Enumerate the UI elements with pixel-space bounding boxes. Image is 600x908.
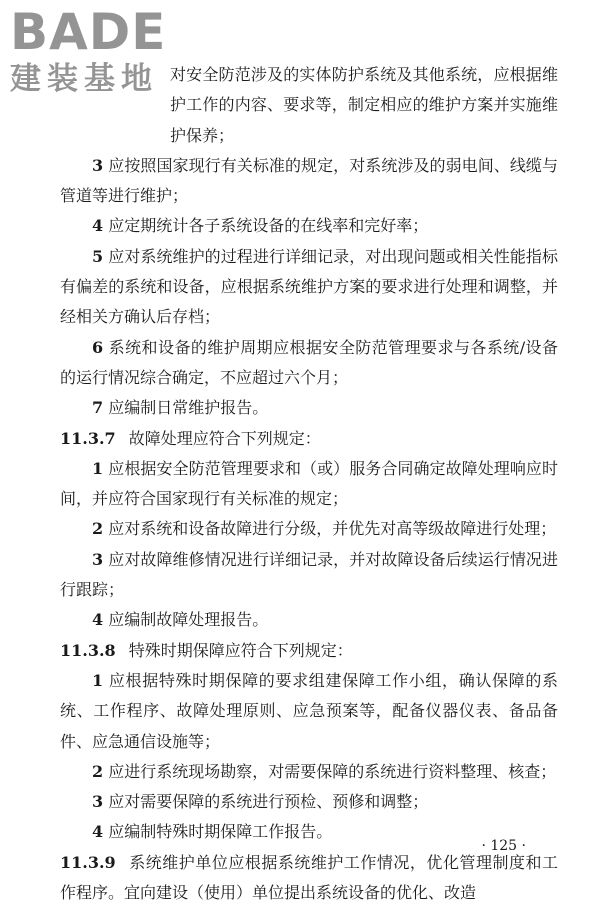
clause-heading <box>60 636 558 666</box>
item-number: 5 <box>92 246 104 266</box>
page-number: · 125 · <box>481 838 526 854</box>
list-item <box>60 605 558 635</box>
item-text: 应编制日常维护报告。 <box>108 398 269 418</box>
item-number: 3 <box>92 549 104 569</box>
item-number: 6 <box>92 337 104 357</box>
clause-text: 特殊时期保障应符合下列规定： <box>128 640 353 660</box>
list-item <box>60 514 558 544</box>
item-text: 应编制特殊时期保障工作报告。 <box>108 822 333 842</box>
item-number: 7 <box>92 398 104 418</box>
list-item <box>60 393 558 423</box>
item-number: 4 <box>92 216 104 236</box>
item-text: 系统和设备的维护周期应根据安全防范管理要求与各系统/设备的运行情况综合确定，不应超过六个月； <box>60 337 558 387</box>
item-text: 应根据安全防范管理要求和（或）服务合同确定故障处理响应时间，并应符合国家现行有关标准的规定； <box>60 458 558 509</box>
item-number: 2 <box>92 761 104 781</box>
list-item <box>60 242 558 333</box>
item-number: 4 <box>92 610 104 630</box>
document-body <box>60 60 558 908</box>
list-item <box>60 757 558 787</box>
list-item <box>60 787 558 817</box>
item-text: 应对需要保障的系统进行预检、预修和调整； <box>108 792 429 812</box>
list-item <box>60 151 558 212</box>
list-item <box>60 454 558 515</box>
list-item <box>60 545 558 606</box>
item-number: 1 <box>92 458 104 478</box>
list-item <box>60 666 558 757</box>
clause-text: 故障处理应符合下列规定： <box>128 428 321 448</box>
watermark-brand: BADE <box>10 3 167 61</box>
item-text: 应对系统和设备故障进行分级，并优先对高等级故障进行处理； <box>108 519 557 539</box>
paragraph-text: 对安全防范涉及的实体防护系统及其他系统，应根据维护工作的内容、要求等，制定相应的维护方案并实施维护保养； <box>170 65 558 145</box>
item-number: 2 <box>92 519 104 539</box>
item-text: 应进行系统现场勘察，对需要保障的系统进行资料整理、核查； <box>108 761 557 781</box>
clause-text: 系统维护单位应根据系统维护工作情况，优化管理制度和工作程序。宜向建设（使用）单位提出系统设备的优化、改造 <box>60 852 558 903</box>
item-number: 3 <box>92 155 104 175</box>
list-item <box>60 333 558 394</box>
item-text: 应编制故障处理报告。 <box>108 610 269 630</box>
watermark-subtitle: 建装基地 <box>10 61 158 97</box>
clause-heading <box>60 848 558 908</box>
clause-number: 11.3.7 <box>60 428 116 448</box>
clause-number: 11.3.9 <box>60 852 116 872</box>
paragraph-continued <box>60 60 558 151</box>
item-number: 3 <box>92 792 104 812</box>
list-item <box>60 211 558 241</box>
clause-heading <box>60 424 558 454</box>
item-number: 4 <box>92 822 104 842</box>
item-number: 1 <box>92 670 104 690</box>
item-text: 应根据特殊时期保障的要求组建保障工作小组，确认保障的系统、工作程序、故障处理原则、应急预案等，配备仪器仪表、备品备件、应急通信设施等； <box>60 670 558 751</box>
item-text: 应定期统计各子系统设备的在线率和完好率； <box>108 216 429 236</box>
item-text: 应对故障维修情况进行详细记录，并对故障设备后续运行情况进行跟踪； <box>60 549 558 600</box>
item-text: 应按照国家现行有关标准的规定，对系统涉及的弱电间、线缆与管道等进行维护； <box>60 155 558 206</box>
item-text: 应对系统维护的过程进行详细记录，对出现问题或相关性能指标有偏差的系统和设备，应根据系统维护方案的要求进行处理和调整，并经相关方确认后存档； <box>60 246 558 327</box>
clause-number: 11.3.8 <box>60 640 116 660</box>
